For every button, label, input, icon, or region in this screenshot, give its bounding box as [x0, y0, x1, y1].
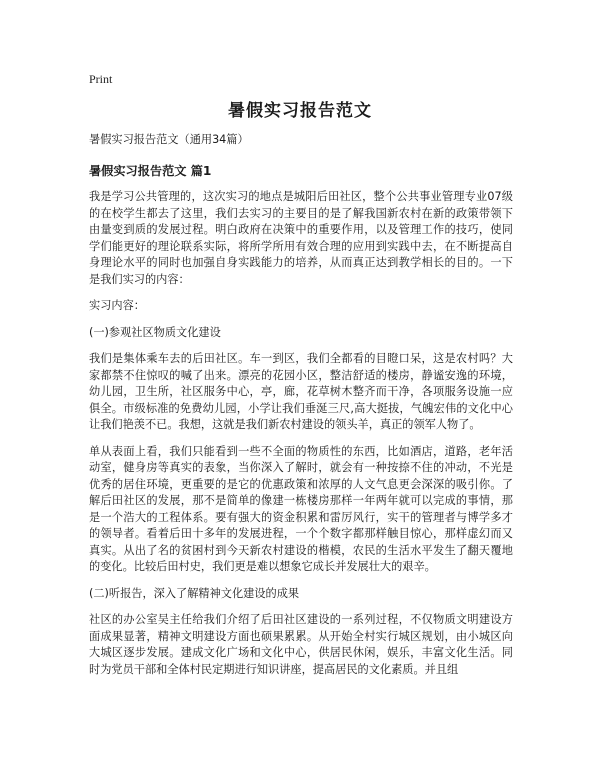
- page-title: 暑假实习报告范文: [228, 101, 372, 121]
- intro-paragraph: 我是学习公共管理的，这次实习的地点是城阳后田社区，整个公共事业管理专业07级的在校学生都去了这里，我们去实习的主要目的是了解我国新农村在新的政策带领下由量变到质的发展过程。明白政府在决策中的重要作用，以及管理工作的技巧，使同学们能更好的理论联系实际，将所学所用有效合理的应用到实践中去，在不断提高自身理论水平的同时也加强自身实践能力的培养，从而真正达到教学相长的目的。一下是我们实习的内容：: [89, 190, 513, 286]
- section-1-paragraph-2: 单从表面上看，我们只能看到一些不全面的物质性的东西，比如酒店，道路，老年活动室，健身房等真实的表象，当你深入了解时，就会有一种按捺不住的冲动，不光是优秀的居住环境，更重要的是它的优惠政策和浓厚的人文气息更会深深的吸引你。了解后田社区的发展，那不是简单的像建一栋楼房那样一年两年就可以完成的事情，那是一个浩大的工程体系。要有强大的资金积累和雷厉风行，实干的管理者与博学多才的领导者。看着后田十多年的发展进程，一个个数字都那样触目惊心，那样虚幻而又真实。从出了名的贫困村到今天新农村建设的楷模，农民的生活水平发生了翻天覆地的变化。比较后田村史，我们更是难以想象它成长并发展壮大的艰辛。: [89, 444, 513, 573]
- content-label: 实习内容：: [89, 299, 145, 312]
- article-heading: 暑假实习报告范文 篇1: [89, 163, 212, 178]
- document-body: [89, 132, 513, 688]
- document-subtitle: 暑假实习报告范文（通用34篇）: [89, 133, 249, 146]
- section-1-heading: (一)参观社区物质文化建设: [89, 325, 221, 339]
- section-2-heading: (二)听报告，深入了解精神文化建设的成果: [89, 586, 300, 600]
- section-2-paragraph-1: 社区的办公室吴主任给我们介绍了后田社区建设的一系列过程，不仅物质文明建设方面成果显著，精神文明建设方面也硕果累累。从开始全村实行城区规划，由小城区向大城区逐步发展。建成文化广场和文化中心，供居民休闲，娱乐，丰富文化生活。同时为党员干部和全体村民定期进行知识讲座，提高居民的文化素质。并且组: [89, 613, 513, 676]
- print-label: Print: [89, 72, 113, 86]
- section-1-paragraph-1: 我们是集体乘车去的后田社区。车一到区，我们全都看的目瞪口呆，这是农村吗？大家都禁不住惊叹的喊了出来。漂亮的花园小区，整洁舒适的楼房，静谧安逸的环境，幼儿园，卫生所，社区服务中心，亭，廊，花草树木整齐而干净，各项服务设施一应俱全。市级标准的免费幼儿园，小学让我们垂涎三尺,高大挺拔，气魄宏伟的文化中心让我们艳羡不已。我想，这就是我们新农村建设的领头羊，真正的领军人物了。: [89, 352, 513, 431]
